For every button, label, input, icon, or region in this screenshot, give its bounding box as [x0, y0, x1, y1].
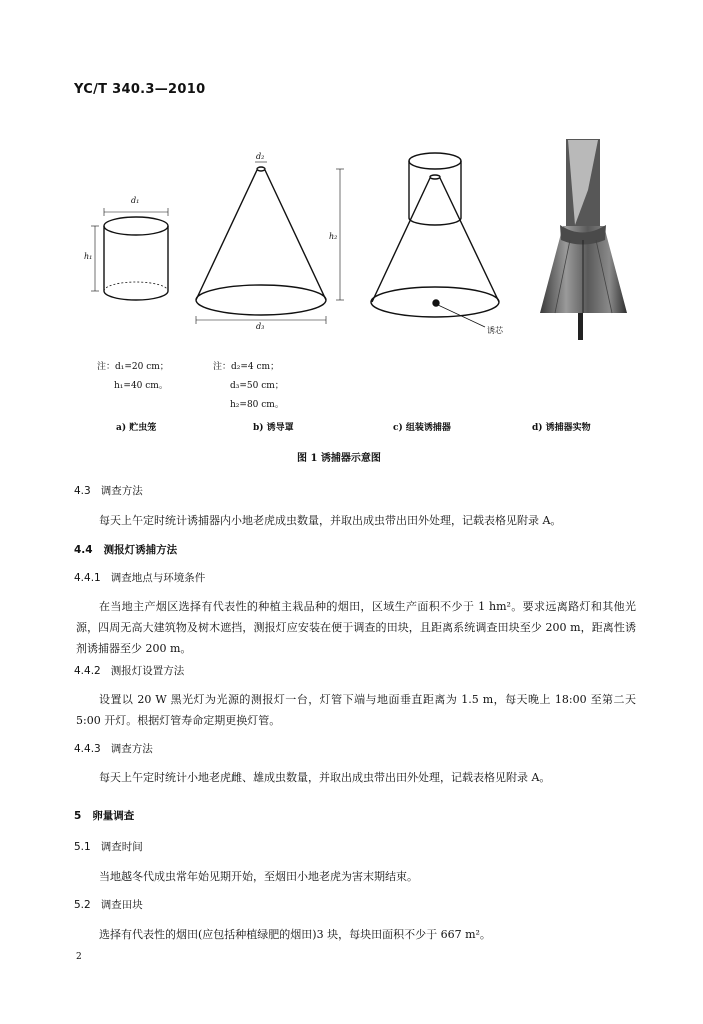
- section-title: 调查时间: [100, 841, 143, 853]
- note-a: [97, 358, 169, 396]
- heading-4-4-2: [74, 663, 184, 678]
- caption-a: a) 贮虫笼: [116, 423, 157, 433]
- section-title: 调查方法: [110, 743, 153, 755]
- heading-5: [74, 808, 134, 823]
- paragraph-4-4-1: 在当地主产烟区选择有代表性的种植主栽品种的烟田，区域生产面积不少于 1 hm²。要求远离路灯和其他光源，四周无高大建筑物及树木遮挡，测报灯应安装在便于调查的田块，且距离系统调查田块至少 200 m，距离性诱剂诱捕器至少 200 m。: [76, 600, 636, 655]
- guide-cone-drawing: [196, 162, 344, 324]
- paragraph-4-3: 每天上午定时统计诱捕器内小地老虎成虫数量，并取出成虫带出田外处理，记载表格见附录 A。: [99, 514, 562, 527]
- dim-label-d1: d₁: [131, 196, 140, 205]
- caption-d: d) 诱捕器实物: [532, 423, 591, 433]
- standard-id: YC/T 340.3—2010: [74, 82, 206, 97]
- trap-photo: [540, 139, 627, 340]
- section-number: 5: [74, 810, 82, 822]
- figure-title: 图 1 诱捕器示意图: [297, 453, 381, 464]
- paragraph-4-4-2: 设置以 20 W 黑光灯为光源的测报灯一台，灯管下端与地面垂直距离为 1.5 m，每天晚上 18:00 至第二天 5:00 开灯。根据灯管寿命定期更换灯管。: [76, 693, 636, 727]
- dim-label-d3: d₃: [256, 322, 265, 331]
- section-number: 5.1: [74, 841, 91, 853]
- note-b-line: d₃=50 cm；: [230, 381, 284, 391]
- section-title: 调查田块: [100, 899, 143, 911]
- section-title: 测报灯诱捕方法: [103, 544, 178, 556]
- assembled-trap-drawing: [371, 153, 499, 327]
- paragraph-4-4-3: 每天上午定时统计小地老虎雌、雄成虫数量，并取出成虫带出田外处理，记载表格见附录 A。: [99, 771, 551, 784]
- dim-label-d2: d₂: [256, 152, 265, 161]
- section-number: 4.4.1: [74, 572, 101, 584]
- section-number: 4.4.3: [74, 743, 101, 755]
- heading-4-4-1: [74, 570, 205, 585]
- cage-cylinder-drawing: [91, 208, 168, 300]
- dim-label-h2: h₂: [329, 232, 338, 241]
- section-number: 4.3: [74, 485, 91, 497]
- note-b-line: h₂=80 cm。: [230, 400, 284, 410]
- paragraph-5-1: 当地越冬代成虫常年始见期开始，至烟田小地老虎为害末期结束。: [99, 870, 418, 883]
- heading-4-4-3: [74, 741, 153, 756]
- dim-label-h1: h₁: [84, 252, 93, 261]
- heading-5-2: [74, 897, 143, 912]
- note-b-line: 注：d₂=4 cm；: [213, 362, 280, 372]
- section-number: 5.2: [74, 899, 91, 911]
- paragraph-5-2: 选择有代表性的烟田(应包括种植绿肥的烟田)3 块，每块田面积不少于 667 m²。: [99, 928, 491, 941]
- page-number: 2: [76, 952, 82, 962]
- section-title: 测报灯设置方法: [110, 665, 185, 677]
- heading-5-1: [74, 839, 143, 854]
- section-number: 4.4.2: [74, 665, 101, 677]
- section-title: 卵量调查: [92, 810, 135, 822]
- note-a-line: h₁=40 cm。: [114, 381, 168, 391]
- lure-label: 诱芯: [487, 326, 503, 335]
- caption-c: c) 组装诱捕器: [393, 423, 451, 433]
- caption-b: b) 诱导罩: [253, 423, 294, 433]
- section-number: 4.4: [74, 544, 93, 556]
- note-b: [213, 358, 284, 415]
- heading-4-3: [74, 483, 143, 498]
- note-a-line: 注：d₁=20 cm；: [97, 362, 169, 372]
- section-title: 调查地点与环境条件: [110, 572, 206, 584]
- heading-4-4: [74, 542, 177, 557]
- section-title: 调查方法: [100, 485, 143, 497]
